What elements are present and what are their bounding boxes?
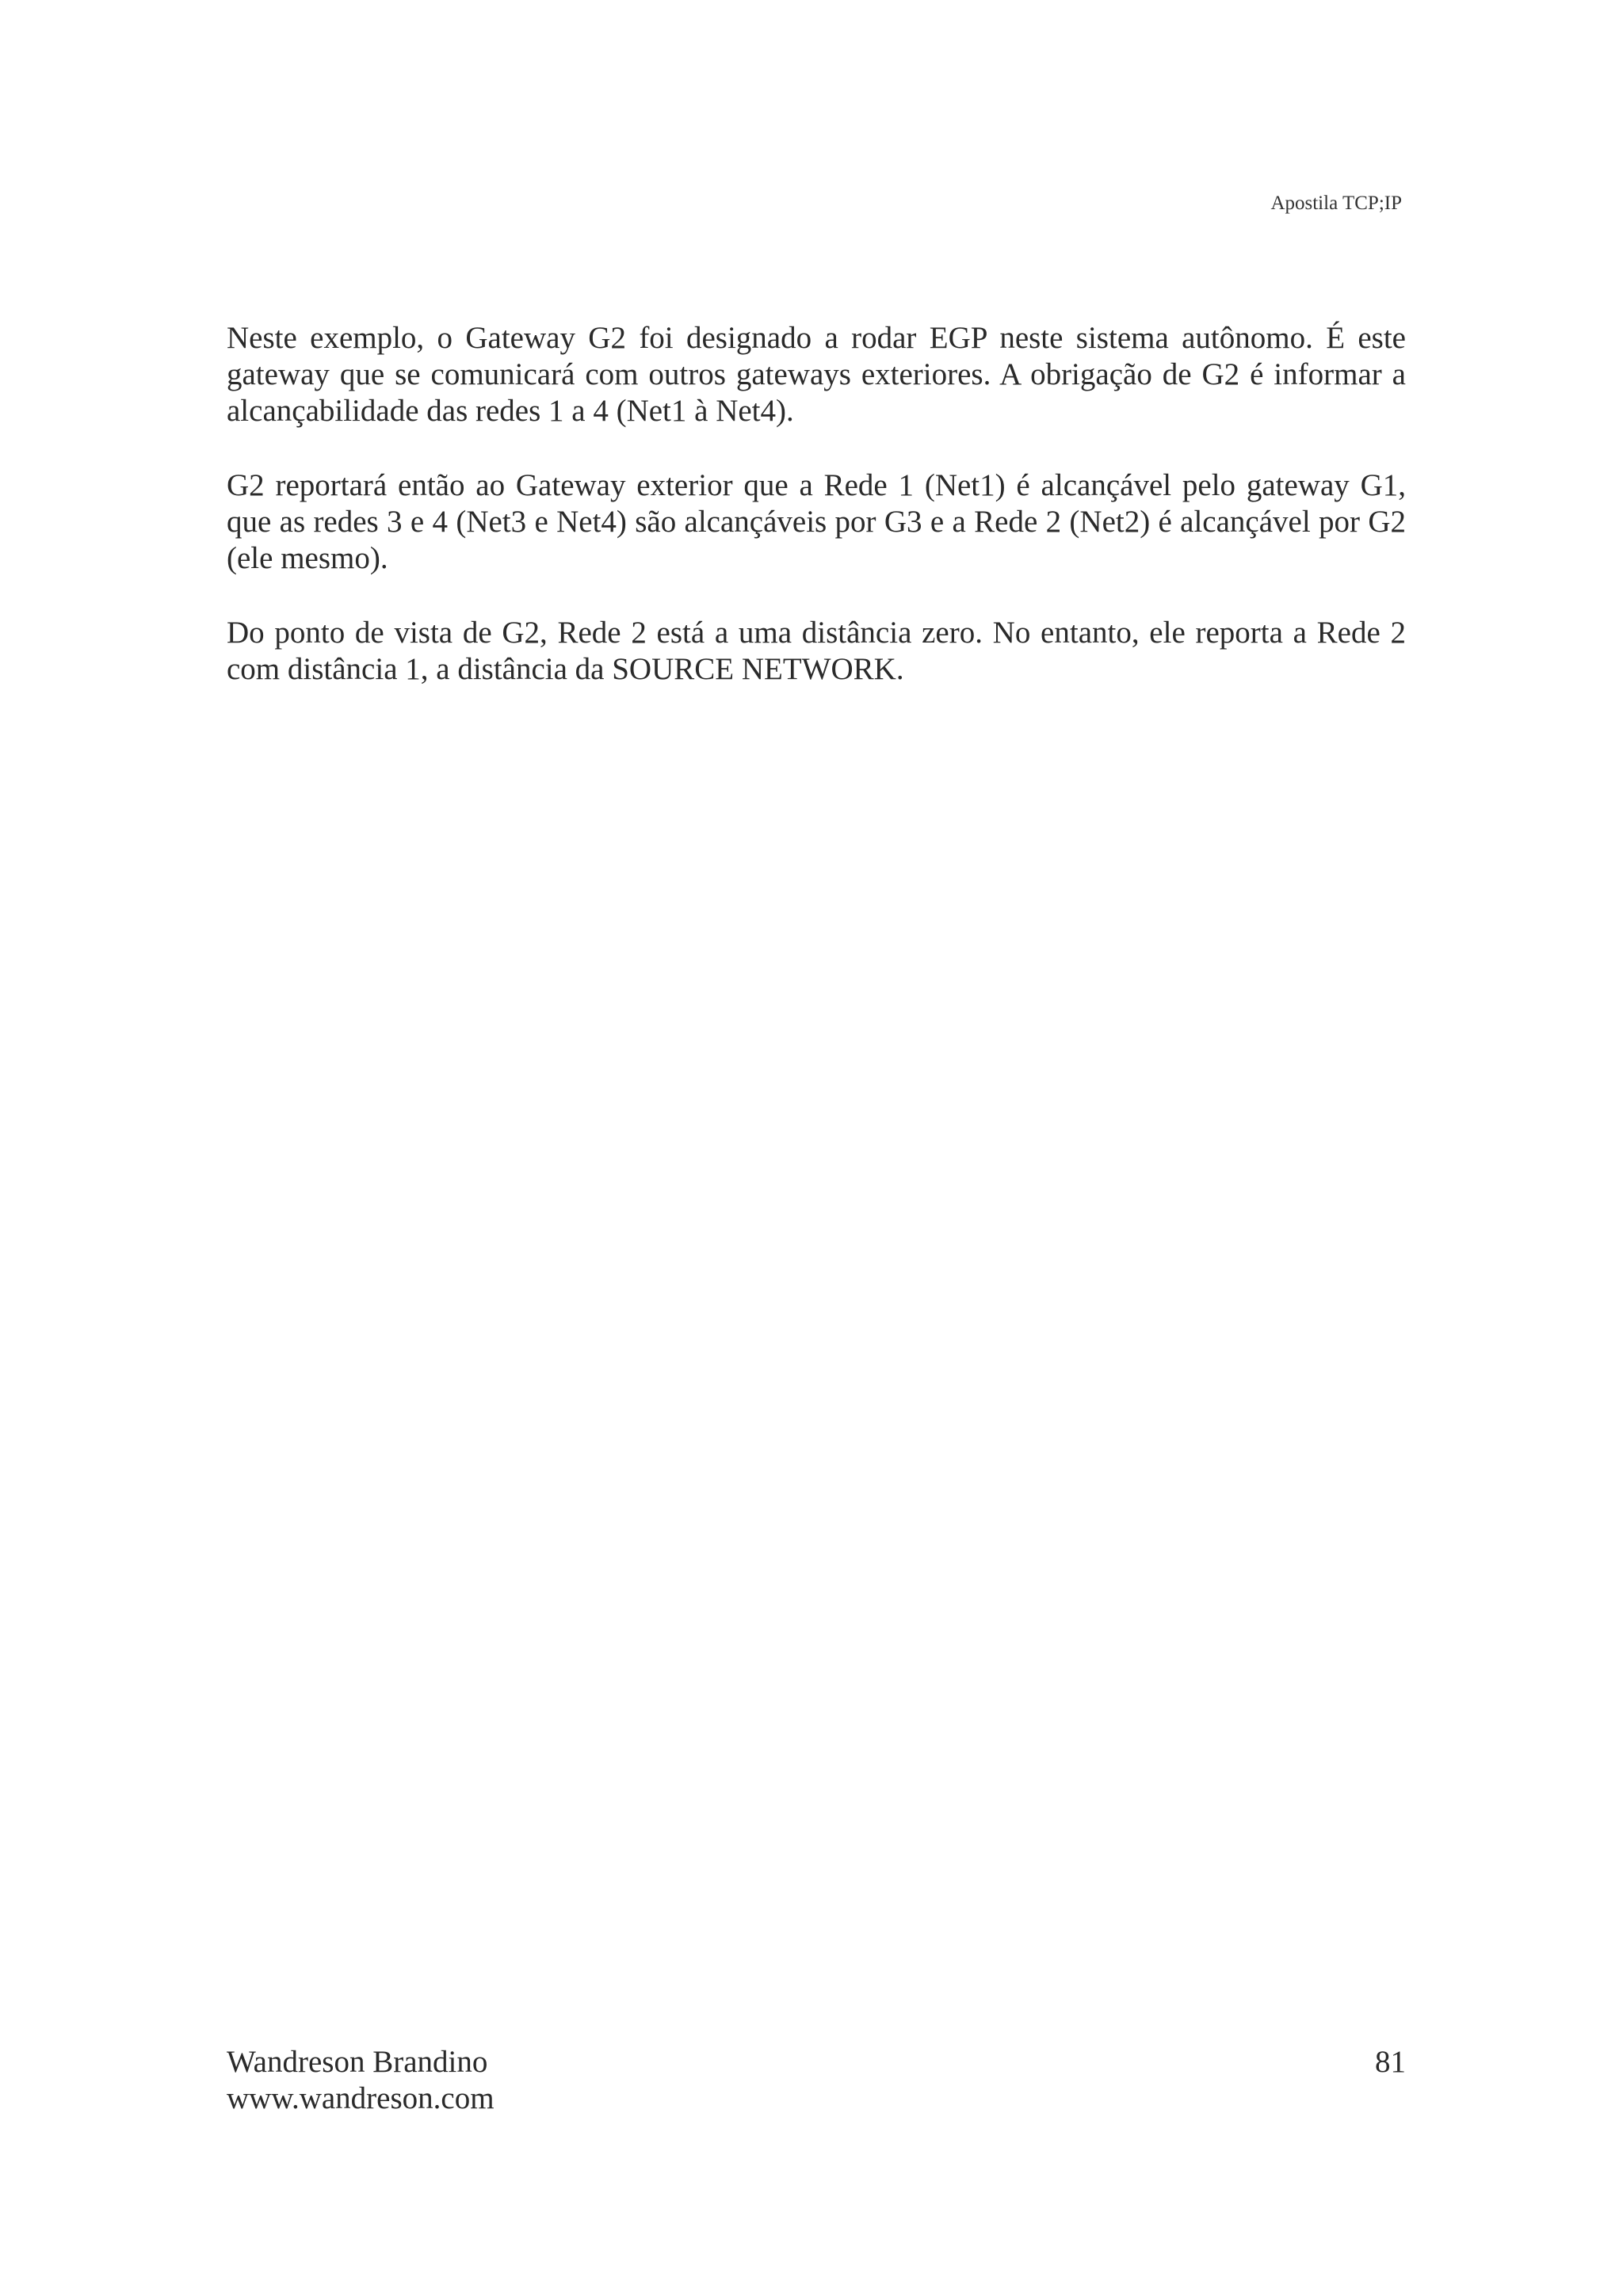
paragraph-3: Do ponto de vista de G2, Rede 2 está a uma distância zero. No entanto, ele reporta a Rede 2 com distância 1, a distância da SOURCE NETWORK. bbox=[227, 616, 1406, 686]
paragraph-1: Neste exemplo, o Gateway G2 foi designado a rodar EGP neste sistema autônomo. É este gateway que se comunicará com outros gateways exteriores. A obrigação de G2 é informar a alcançabilidade das redes 1 a 4 (Net1 à Net4). bbox=[227, 321, 1406, 428]
paragraph-2: G2 reportará então ao Gateway exterior que a Rede 1 (Net1) é alcançável pelo gateway G1, que as redes 3 e 4 (Net3 e Net4) são alcançáveis por G3 e a Rede 2 (Net2) é alcançável por G2 (ele mesmo). bbox=[227, 468, 1406, 575]
footer-website: www.wandreson.com bbox=[227, 2081, 495, 2115]
page-number: 81 bbox=[1375, 2045, 1406, 2079]
body-text bbox=[227, 320, 1406, 726]
footer-author: Wandreson Brandino bbox=[227, 2045, 488, 2079]
page-footer bbox=[227, 2044, 1406, 2117]
running-header: Apostila TCP;IP bbox=[1270, 193, 1402, 214]
